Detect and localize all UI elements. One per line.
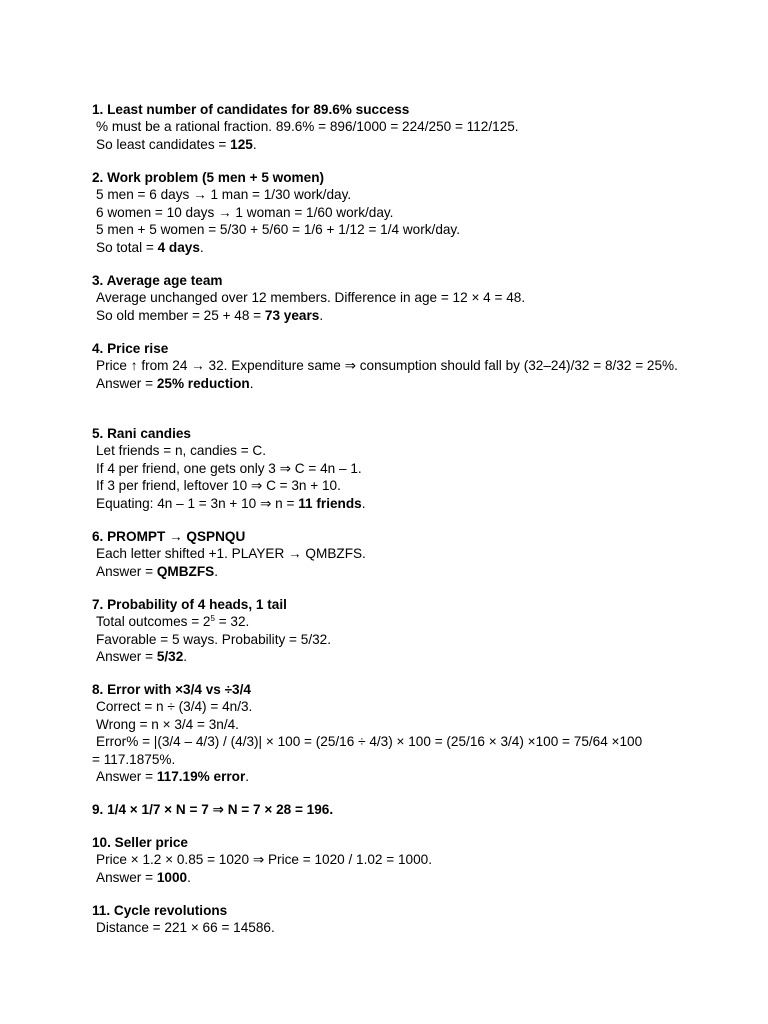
answer-value: 125	[230, 136, 253, 152]
solution-line: So old member = 25 + 48 = 73 years.	[96, 307, 324, 323]
solution-line: Each letter shifted +1. PLAYER → QMBZFS.	[96, 546, 366, 562]
solution-line: If 4 per friend, one gets only 3 ⇒ C = 4n – 1.	[96, 460, 362, 476]
answer-value: QMBZFS	[156, 563, 215, 579]
solution-line: 5 men = 6 days → 1 man = 1/30 work/day.	[96, 187, 352, 203]
solution-line: 6 women = 10 days → 1 woman = 1/60 work/day.	[96, 204, 394, 220]
question-heading: 10. Seller price	[92, 835, 188, 850]
solution-line: Distance = 221 × 66 = 14586.	[96, 920, 275, 936]
question-heading: 1. Least number of candidates for 89.6% success	[92, 102, 410, 117]
solution-line: Average unchanged over 12 members. Difference in age = 12 × 4 = 48.	[96, 290, 526, 306]
answer-value: 5/32	[156, 649, 184, 665]
solution-line: Answer = 117.19% error.	[96, 769, 250, 785]
solution-line: Correct = n ÷ (3/4) = 4n/3.	[96, 699, 253, 715]
answer-value: 73 years	[264, 307, 320, 323]
question-heading: 7. Probability of 4 heads, 1 tail	[92, 597, 287, 612]
solution-line: Price ↑ from 24 → 32. Expenditure same ⇒ consumption should fall by (32–24)/32 = 8/32 = 25%.	[96, 358, 678, 374]
question-7	[92, 596, 680, 666]
question-2	[92, 169, 680, 256]
solution-line: 5 men + 5 women = 5/30 + 5/60 = 1/6 + 1/12 = 1/4 work/day.	[96, 222, 460, 238]
solution-line: So total = 4 days.	[96, 239, 204, 255]
question-1	[92, 101, 680, 153]
question-heading: 11. Cycle revolutions	[92, 903, 228, 918]
solution-line: Favorable = 5 ways. Probability = 5/32.	[96, 631, 331, 647]
question-5	[92, 425, 680, 512]
answer-value: 4 days	[157, 239, 200, 255]
question-3	[92, 272, 680, 324]
solution-line: Let friends = n, candies = C.	[96, 443, 267, 459]
solution-line: Answer = 1000.	[96, 869, 191, 885]
question-6	[92, 528, 680, 580]
question-heading: 9. 1/4 × 1/7 × N = 7 ⇒ N = 7 × 28 = 196.	[92, 802, 334, 817]
answer-value: 117.19% error	[156, 769, 246, 785]
answer-value: 11 friends	[298, 495, 362, 511]
question-4	[92, 340, 680, 392]
solution-line: = 117.1875%.	[92, 751, 176, 767]
solution-line: Price × 1.2 × 0.85 = 1020 ⇒ Price = 1020 / 1.02 = 1000.	[96, 852, 432, 868]
solution-line: If 3 per friend, leftover 10 ⇒ C = 3n + 10.	[96, 478, 341, 494]
question-heading: 6. PROMPT → QSPNQU	[92, 529, 246, 544]
solution-line: Answer = QMBZFS.	[96, 563, 218, 579]
question-8	[92, 681, 680, 785]
question-9	[92, 801, 680, 818]
solution-line: Wrong = n × 3/4 = 3n/4.	[96, 716, 239, 732]
solution-line: Equating: 4n – 1 = 3n + 10 ⇒ n = 11 friends.	[96, 495, 366, 511]
solution-line: Answer = 5/32.	[96, 649, 188, 665]
question-10	[92, 834, 680, 886]
question-heading: 4. Price rise	[92, 341, 169, 356]
solution-line: Error% = |(3/4 – 4/3) / (4/3)| × 100 = (25/16 ÷ 4/3) × 100 = (25/16 × 3/4) ×100 = 75/64 ×100	[96, 734, 643, 750]
question-heading: 5. Rani candies	[92, 426, 191, 441]
question-heading: 8. Error with ×3/4 vs ÷3/4	[92, 682, 251, 697]
question-11	[92, 902, 680, 937]
question-heading: 3. Average age team	[92, 273, 223, 288]
solution-line: Answer = 25% reduction.	[96, 375, 254, 391]
answer-value: 25% reduction	[156, 375, 250, 391]
solution-line: Total outcomes = $2^5 = 32$.	[96, 614, 250, 630]
exponent: 5	[210, 614, 215, 624]
question-heading: 2. Work problem (5 men + 5 women)	[92, 170, 325, 185]
answer-value: 1000	[156, 869, 188, 885]
solution-line: So least candidates = 125.	[96, 136, 257, 152]
solution-line: % must be a rational fraction. 89.6% = 896/1000 = 224/250 = 112/125.	[96, 119, 519, 135]
